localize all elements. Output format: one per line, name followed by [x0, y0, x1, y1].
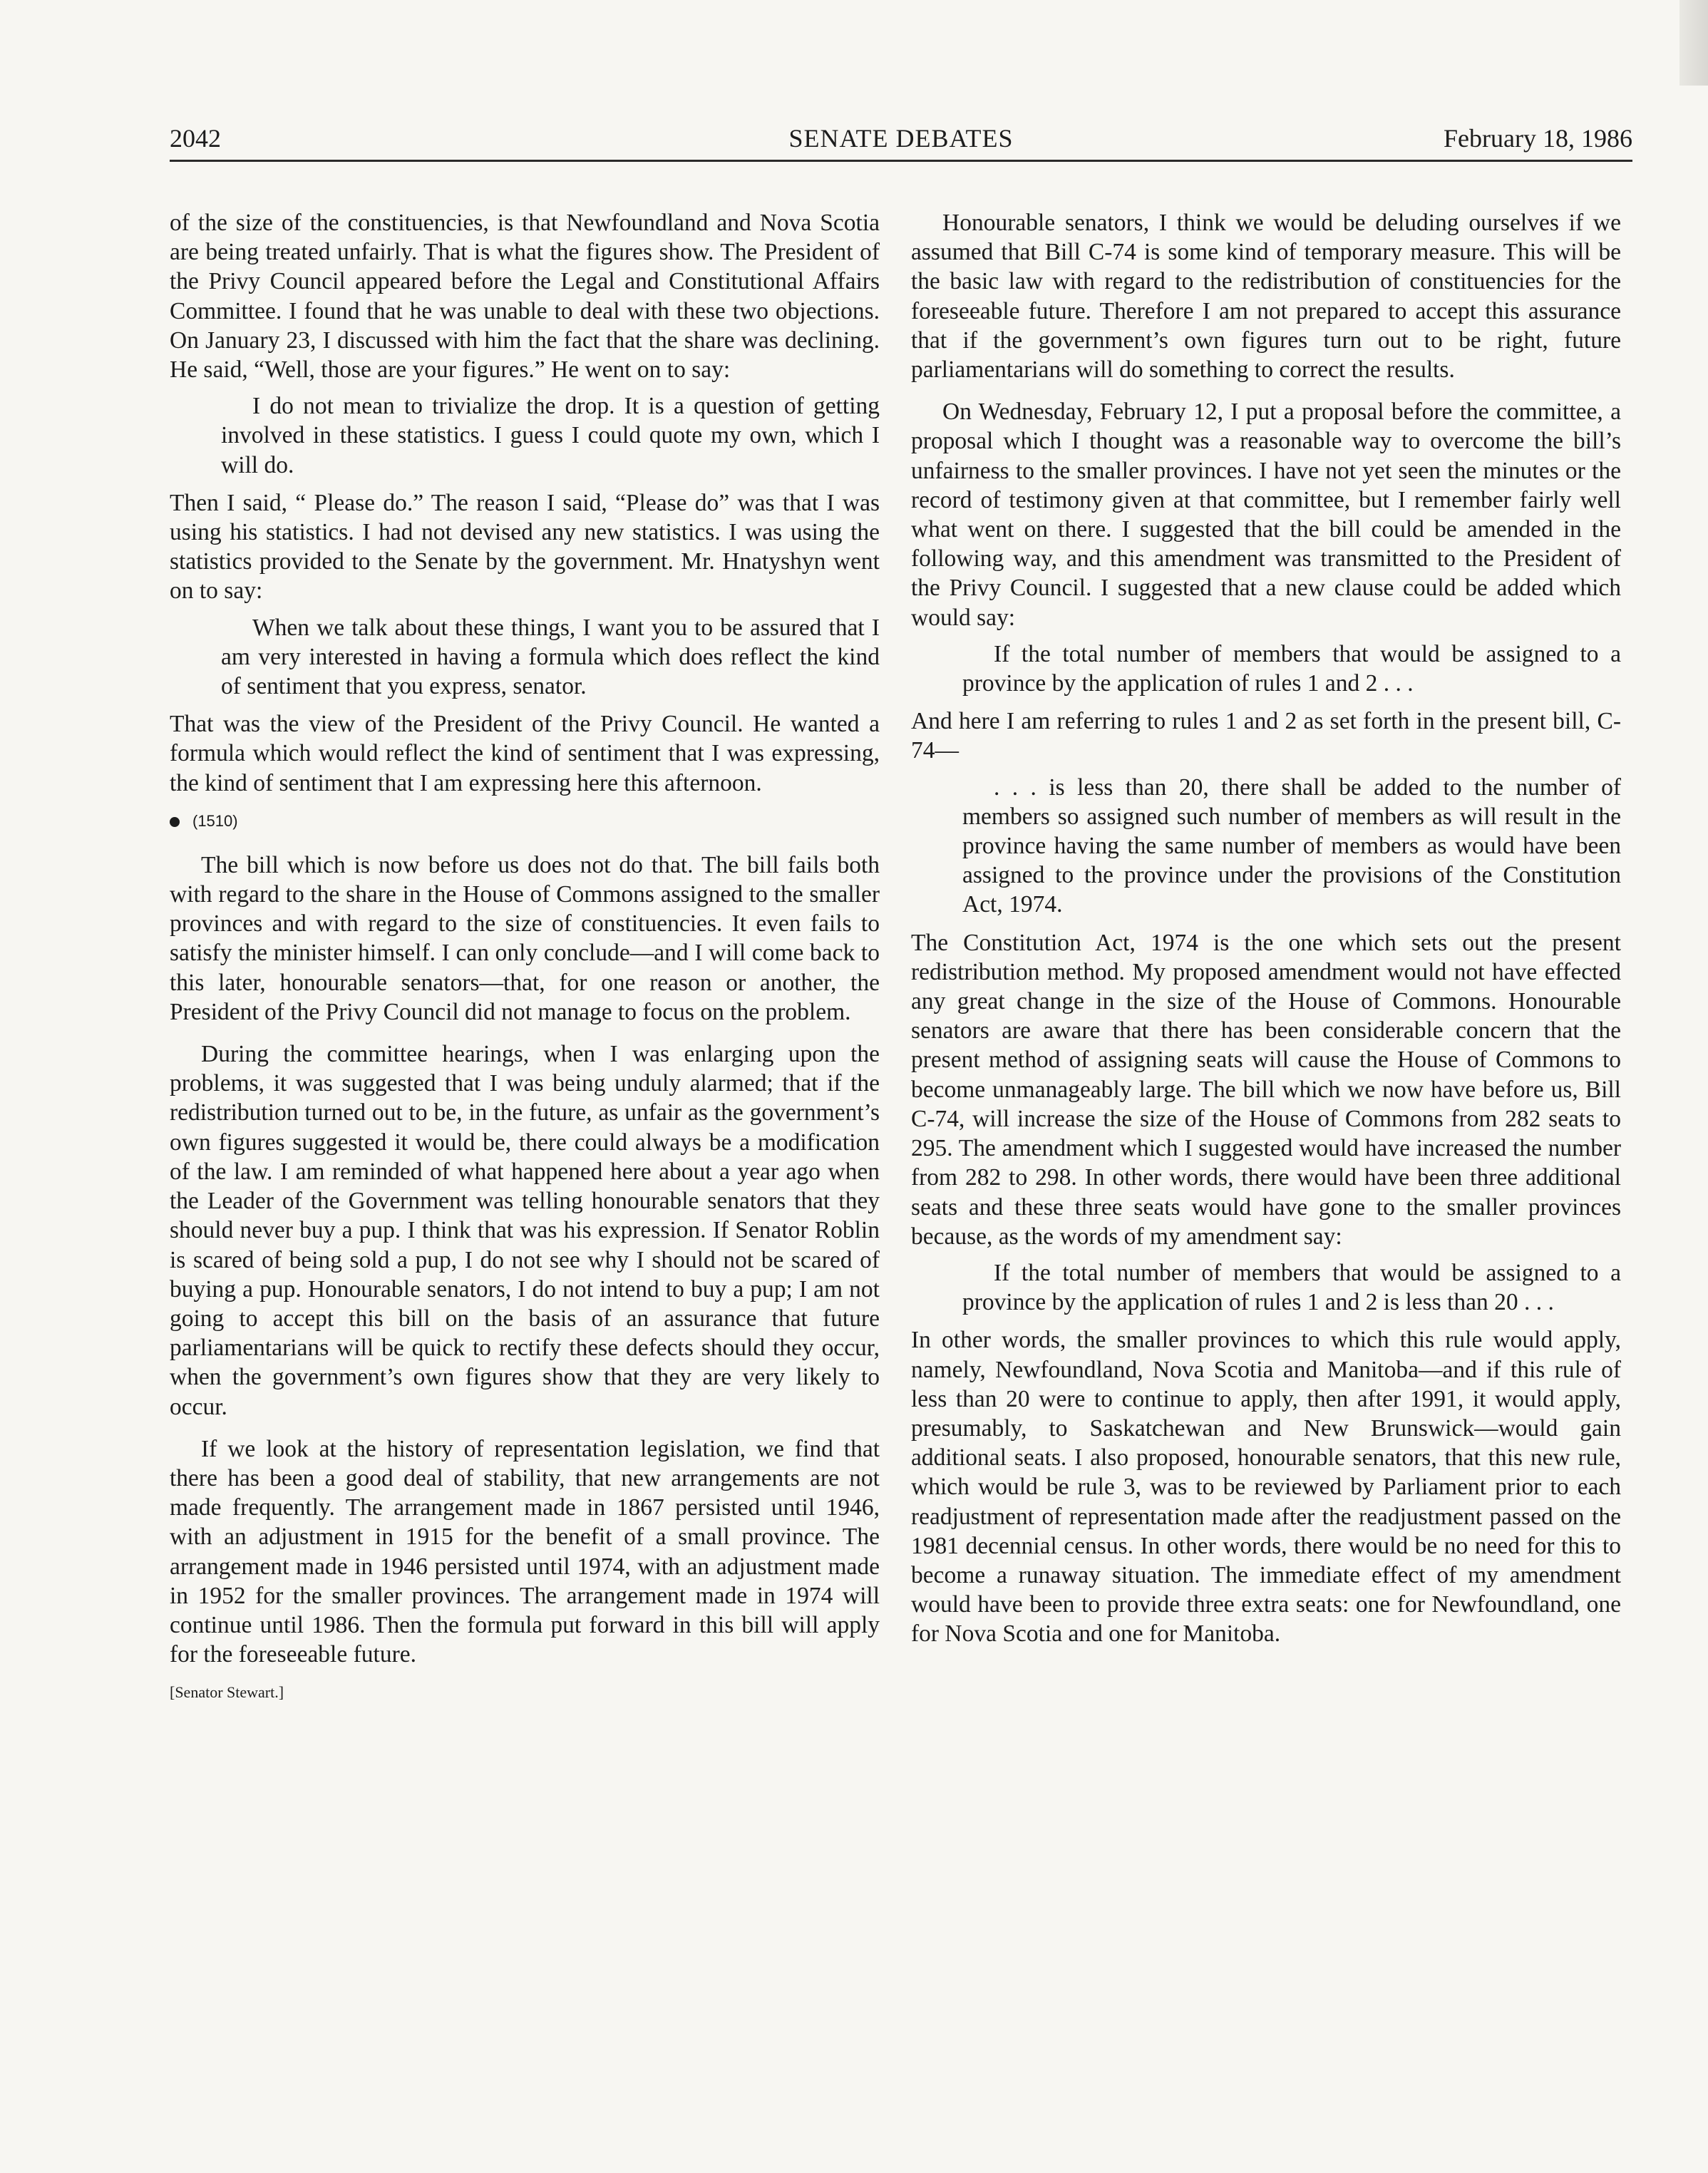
paragraph: The Constitution Act, 1974 is the one which sets out the present redistribution method. My proposed amendment would not have effected any great change in the size of the House of Commons. Honourable senators are aware that there has been considerable concern that the present method of assigning seats will cause the House of Commons to become unmanageably large. The bill which we now have before us, Bill C-74, will increase the size of the House of Commons from 282 seats to 295. The amendment which I suggested would have increased the number from 282 to 298. In other words, there would have been three additional seats and these three seats would have gone to the smaller provinces because, as the words of my amendment say:: [911, 929, 1621, 1250]
paragraph: of the size of the constituencies, is that Newfoundland and Nova Scotia are being treated unfairly. That is what the figures show. The President of the Privy Council appeared before the Legal and Constitutional Affairs Committee. I found that he was unable to deal with these two objections. On January 23, I discussed with him the fact that the share was declining. He said, “Well, those are your figures.” He went on to say:: [170, 210, 880, 384]
paragraph: If we look at the history of representation legislation, we find that there has been a good deal of stability, that new arrangements are not made frequently. The arrangement made in 1867 persisted until 1946, with an adjustment in 1915 for the benefit of a small province. The arrangement made in 1946 persisted until 1974, with an adjustment made in 1952 for the smaller provinces. The arrangement made in 1974 will continue until 1986. Then the formula put forward in this bill will apply for the foreseeable future.: [170, 1435, 880, 1668]
paragraph: During the committee hearings, when I was enlarging upon the problems, it was suggested that I was being unduly alarmed; that if the redistribution turned out to be, in the future, as unfair as the government’s own figures suggested it would be, there could always be a modification of the law. I am reminded of what happened here about a year ago when the Leader of the Government was telling honourable senators that they should never buy a pup. I think that was his expression. If Senator Roblin is scared of being sold a pup, I do not see why I should not be scared of buying a pup. Honourable senators, I do not intend to buy a pup; I am not going to accept this bill on the basis of an assurance that future parliamentarians will be quick to rectify these defects should they occur, when the government’s own figures show that they are very likely to occur.: [170, 1041, 880, 1420]
page-number: 2042: [170, 124, 221, 153]
left-column: [170, 208, 880, 1703]
time-marker: [170, 811, 880, 832]
bullet-icon: [170, 817, 180, 827]
paragraph: On Wednesday, February 12, I put a proposal before the committee, a proposal which I thought was a reasonable way to overcome the bill’s unfairness to the smaller provinces. I have not yet seen the minutes or the record of testimony given at that committee, but I remember fairly well what went on there. I suggested that the bill could be amended in the following way, and this amendment was transmitted to the President of the Privy Council. I suggested that a new clause could be added which would say:: [911, 399, 1621, 631]
right-column: [911, 208, 1621, 1649]
issue-date: February 18, 1986: [1444, 124, 1632, 153]
block-quote: If the total number of members that would be assigned to a province by the application of rules 1 and 2 . . .: [962, 640, 1621, 697]
block-quote: I do not mean to trivialize the drop. It is a question of getting involved in these statistics. I guess I could quote my own, which I will do.: [221, 393, 880, 478]
paragraph: The bill which is now before us does not do that. The bill fails both with regard to the share in the House of Commons assigned to the smaller provinces and with regard to the size of constituencies. It even fails to satisfy the minister himself. I can only conclude—and I will come back to this later, honourable senators—that, for one reason or another, the President of the Privy Council did not manage to focus on the problem.: [170, 851, 880, 1025]
page-edge-shadow: [1679, 0, 1708, 86]
paragraph: In other words, the smaller provinces to which this rule would apply, namely, Newfoundland, Nova Scotia and Manitoba—and if this rule of less than 20 were to continue to apply, then after 1991, it would apply, presumably, to Saskatchewan and New Brunswick—would gain additional seats. I also proposed, honourable senators, that this new rule, which would be rule 3, was to be reviewed by Parliament prior to each readjustment of representation made after the readjustment passed on the 1981 decennial census. In other words, there would be no need for this to become a runaway situation. The immediate effect of my amendment would have been to provide three extra seats: one for Newfoundland, one for Nova Scotia and one for Manitoba.: [911, 1327, 1621, 1648]
block-quote: . . . is less than 20, there shall be added to the number of members so assigned such number of members as will result in the province having the same number of members as would have been assigned to the province under the provisions of the Constitution Act, 1974.: [962, 774, 1621, 918]
block-quote: When we talk about these things, I want you to be assured that I am very interested in having a formula which does reflect the kind of sentiment that you express, senator.: [221, 614, 880, 700]
publication-title: SENATE DEBATES: [788, 124, 1014, 153]
paragraph: Then I said, “ Please do.” The reason I said, “Please do” was that I was using his statistics. I had not devised any new statistics. I was using the statistics provided to the Senate by the government. Mr. Hnatyshyn went on to say:: [170, 489, 880, 605]
paragraph: Honourable senators, I think we would be deluding ourselves if we assumed that Bill C-74 is some kind of temporary measure. This will be the basic law with regard to the redistribution of constituencies for the foreseeable future. Therefore I am not prepared to accept this assurance that if the government’s own figures turn out to be right, future parliamentarians will do something to correct the results.: [911, 210, 1621, 384]
page-header: [170, 120, 1632, 162]
block-quote: If the total number of members that would be assigned to a province by the application of rules 1 and 2 is less than 20 . . .: [962, 1259, 1621, 1316]
paragraph: That was the view of the President of the Privy Council. He wanted a formula which would reflect the kind of sentiment that I was expressing, the kind of sentiment that I am expressing here this afternoon.: [170, 711, 880, 796]
paragraph: And here I am referring to rules 1 and 2 as set forth in the present bill, C-74—: [911, 708, 1621, 764]
time-marker-label: (1510): [192, 811, 238, 830]
speaker-attribution: [Senator Stewart.]: [170, 1683, 284, 1702]
